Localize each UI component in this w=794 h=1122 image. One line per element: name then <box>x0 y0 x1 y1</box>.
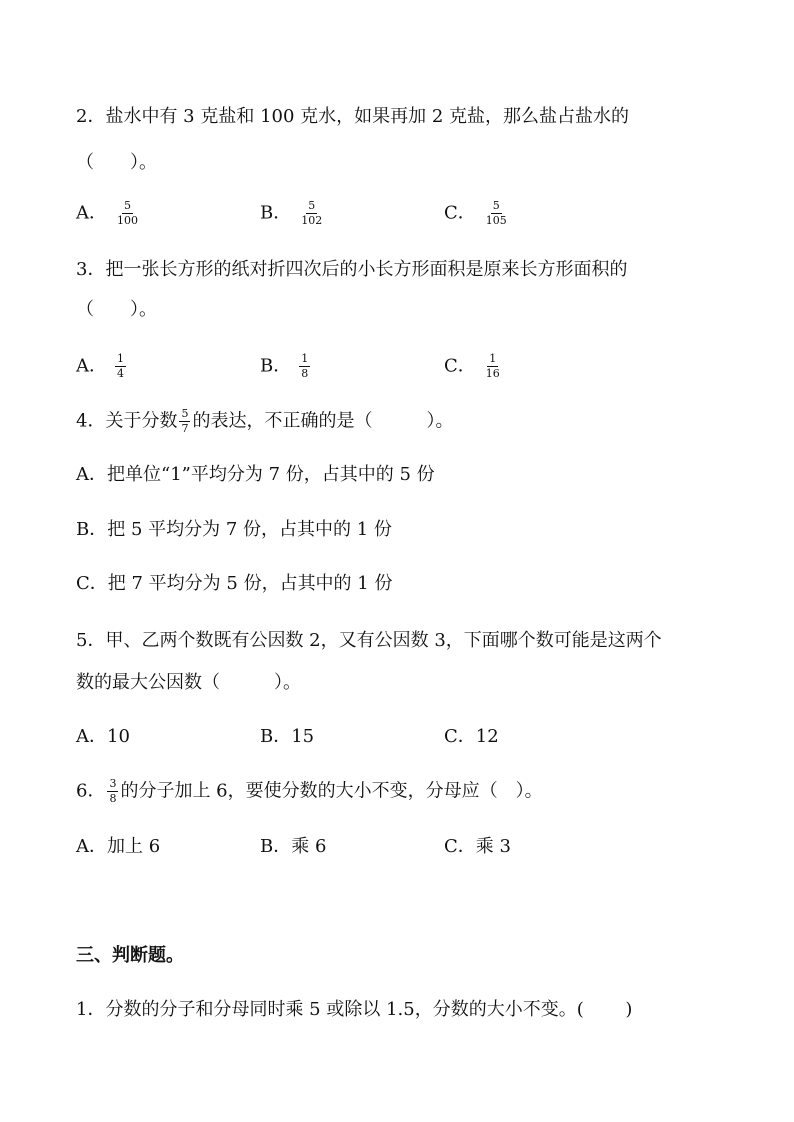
denominator: 105 <box>485 214 507 227</box>
numerator: 5 <box>124 199 131 212</box>
denominator: 4 <box>117 367 124 380</box>
q6-stem-suffix: 的分子加上 6，要使分数的大小不变，分母应（ ）。 <box>120 780 543 802</box>
q3-option-b[interactable] <box>260 353 310 380</box>
denominator: 100 <box>117 214 138 227</box>
numerator: 1 <box>117 352 124 365</box>
q2-option-b[interactable] <box>260 200 324 227</box>
q6-option-a[interactable]: A．加上 6 <box>76 836 161 857</box>
section-3-q1: 1．分数的分子和分母同时乘 5 或除以 1.5，分数的大小不变。( ) <box>76 999 633 1020</box>
q4-option-c[interactable]: C．把 7 平均分为 5 份，占其中的 1 份 <box>76 573 393 594</box>
q4-stem-suffix: 的表达，不正确的是（ ）。 <box>192 410 454 432</box>
denominator: 102 <box>301 214 323 227</box>
section-3-heading: 三、判断题。 <box>76 945 184 966</box>
option-label: A． <box>76 355 107 377</box>
q5-option-a[interactable]: A．10 <box>76 726 130 747</box>
q6-stem-prefix: 6． <box>76 780 106 802</box>
numerator: 5 <box>492 199 500 212</box>
numerator: 1 <box>301 352 309 365</box>
q5-stem-line1: 5．甲、乙两个数既有公因数 2，又有公因数 3，下面哪个数可能是这两个 <box>76 630 662 651</box>
numerator: 1 <box>489 352 497 365</box>
q4-option-a[interactable]: A．把单位“1”平均分为 7 份，占其中的 5 份 <box>76 464 435 485</box>
fraction <box>299 353 310 380</box>
q2-stem-line2: （ ）。 <box>76 152 157 173</box>
fraction <box>484 353 502 380</box>
q4-stem-prefix: 4．关于分数 <box>76 410 178 432</box>
fraction <box>484 200 509 227</box>
denominator: 16 <box>485 367 500 380</box>
q6-stem <box>76 778 543 805</box>
q3-stem-line2: （ ）。 <box>76 299 157 320</box>
q6-option-b[interactable]: B．乘 6 <box>260 836 327 857</box>
numerator: 3 <box>109 777 117 790</box>
q4-option-b[interactable]: B．把 5 平均分为 7 份，占其中的 1 份 <box>76 519 392 540</box>
q5-option-c[interactable]: C．12 <box>444 726 499 747</box>
fraction <box>107 778 118 805</box>
q3-stem-line1: 3．把一张长方形的纸对折四次后的小长方形面积是原来长方形面积的 <box>76 259 628 280</box>
q3-option-a[interactable] <box>76 353 126 380</box>
q2-option-c[interactable] <box>444 200 509 227</box>
option-label: C． <box>444 355 476 377</box>
option-label: B． <box>260 355 292 377</box>
numerator: 5 <box>181 407 189 420</box>
denominator: 8 <box>301 367 309 380</box>
denominator: 7 <box>181 422 189 435</box>
q3-option-c[interactable] <box>444 353 502 380</box>
q2-stem-line1: 2．盐水中有 3 克盐和 100 克水，如果再加 2 克盐，那么盐占盐水的 <box>76 106 630 127</box>
option-label: C． <box>444 202 476 224</box>
fraction <box>115 353 126 380</box>
q4-stem <box>76 408 453 435</box>
q5-stem-line2: 数的最大公因数（ ）。 <box>76 672 301 693</box>
fraction <box>115 200 140 227</box>
q2-option-a[interactable] <box>76 200 140 227</box>
denominator: 8 <box>109 792 117 805</box>
fraction <box>179 408 190 435</box>
option-label: B． <box>260 202 292 224</box>
q5-option-b[interactable]: B．15 <box>260 726 315 747</box>
numerator: 5 <box>308 199 316 212</box>
option-label: A． <box>76 202 107 224</box>
fraction <box>299 200 324 227</box>
q6-option-c[interactable]: C．乘 3 <box>444 836 511 857</box>
